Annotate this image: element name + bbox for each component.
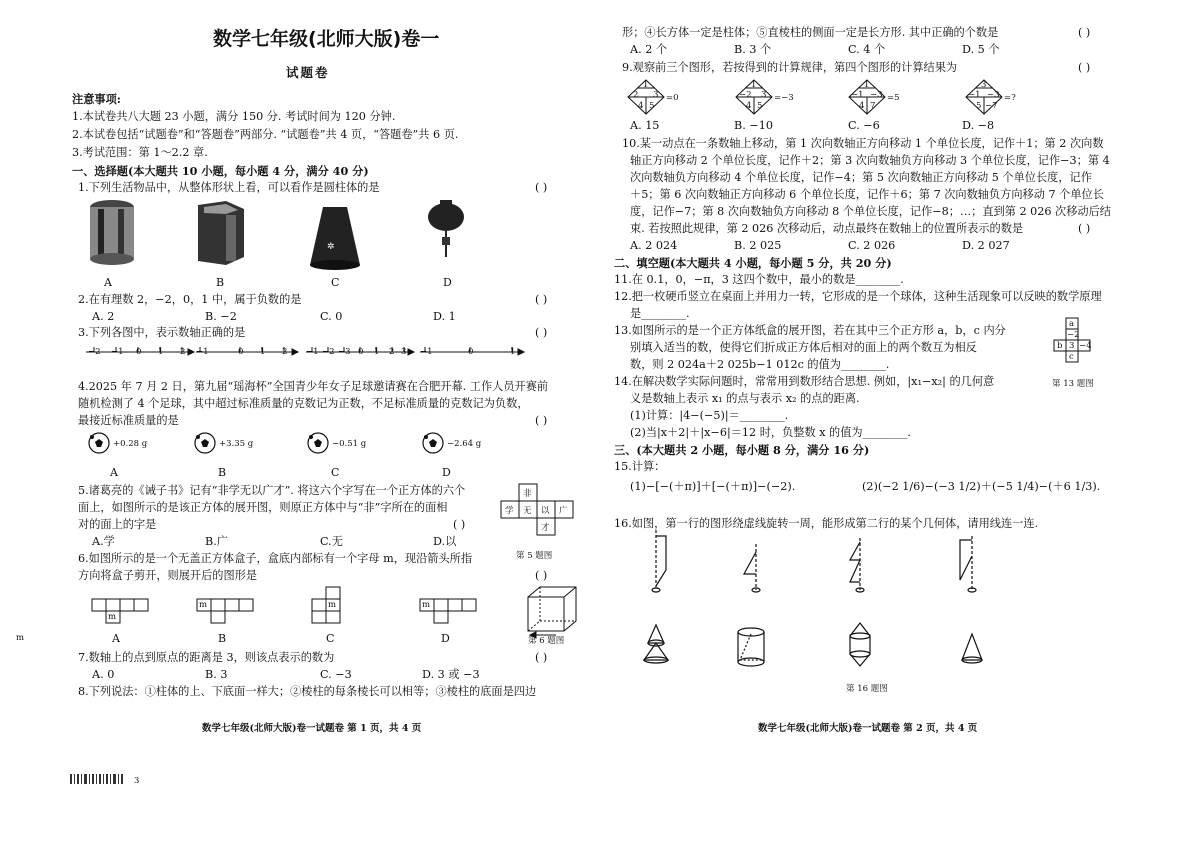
q9-cell: −3 xyxy=(987,90,1000,100)
q6-label-a: A xyxy=(112,632,120,645)
q9-cell: 3 xyxy=(761,90,767,100)
svg-text:✲: ✲ xyxy=(327,242,335,252)
question-15-part-1: (1)−[−(＋π)]＋[−(＋π)]−(−2). xyxy=(630,480,796,493)
question-13-line-1: 13.如图所示的是一个正方体纸盒的展开图，若在其中三个正方形 a，b，c 内分 xyxy=(614,324,1006,337)
answer-paren: ( ) xyxy=(535,569,548,582)
section-3-heading: 三、(本大题共 2 小题，每小题 8 分，满分 16 分) xyxy=(614,443,870,457)
q6-net-letter: m xyxy=(199,600,208,610)
q3-tick-label: 0 xyxy=(136,347,142,357)
q3-tick-label: 1 xyxy=(158,347,164,357)
q2-option-d: D. 1 xyxy=(433,310,456,323)
question-13-line-2: 别填入适当的数，使得它们折成正方体后相对的面上的两个数互为相反 xyxy=(630,341,977,354)
q8-option-b: B. 3 个 xyxy=(734,43,772,56)
q10-option-c: C. 2 026 xyxy=(848,239,896,252)
question-4-line-1: 4.2025 年 7 月 2 日，第九届“瑶海杯”全国青少年女子足球邀请赛在合肥开幕. 工作人员开赛前 xyxy=(78,380,549,393)
question-10-line-4: ＋5；第 6 次向数轴正方向移动 6 个单位长度，记作＋6；第 7 次向数轴负方向移动 7 个单位长 xyxy=(630,188,1104,201)
question-13-line-3: 数，则 2 024a＋2 025b−1 012c 的值为________. xyxy=(630,358,890,371)
answer-paren: ( ) xyxy=(1078,26,1091,39)
q9-result: =0 xyxy=(666,93,679,103)
barcode-icon xyxy=(70,774,130,786)
q7-option-d: D. 3 或 −3 xyxy=(422,668,480,681)
q5-option-a: A.学 xyxy=(92,535,115,548)
q9-cell: 1 xyxy=(864,80,870,90)
q9-result: =−3 xyxy=(774,93,794,103)
q4-value-b: +3.35 g xyxy=(219,439,254,449)
q9-result: =? xyxy=(1004,93,1016,103)
q9-option-d: D. −8 xyxy=(962,119,995,132)
margin-mark: 3 xyxy=(134,776,140,786)
q9-cell: −7 xyxy=(985,101,998,111)
q3-tick-label: 1 xyxy=(374,347,380,357)
question-6-line-1: 6.如图所示的是一个无盖正方体盒子，盒底内部标有一个字母 m，现沿箭头所指 xyxy=(78,552,473,565)
q3-tick-label: 3 xyxy=(401,347,407,357)
q1-option-b-image xyxy=(198,201,244,265)
q9-cell: −1 xyxy=(968,90,981,100)
question-10-line-6: 束. 若按照此规律，第 2 026 次移动后，动点最终在数轴上的位置所表示的数是 xyxy=(630,222,1024,235)
q13-figure-caption: 第 13 题图 xyxy=(1052,379,1094,389)
q9-cell: 3 xyxy=(981,80,987,90)
question-1: 1.下列生活物品中，从整体形状上看，可以看作是圆柱体的是 xyxy=(78,181,380,194)
question-14-line-3: (1)计算：|4−(−5)|＝________. xyxy=(630,409,789,422)
q7-option-b: B. 3 xyxy=(205,668,228,681)
question-2: 2.在有理数 2，−2，0，1 中，属于负数的是 xyxy=(78,293,302,306)
question-10-line-2: 轴正方向移动 2 个单位长度，记作＋2；第 3 次向数轴负方向移动 3 个单位长度，记作−3；第 4 xyxy=(630,154,1110,167)
page-footer: 数学七年级(北师大版)卷一试题卷 第 2 页，共 4 页 xyxy=(758,723,978,734)
question-7: 7.数轴上的点到原点的距离是 3，则该点表示的数为 xyxy=(78,651,335,664)
q3-tick-label: 1 xyxy=(260,347,266,357)
q6-figure-caption: 第 6 题图 xyxy=(528,636,565,646)
q9-cell: 2 xyxy=(633,90,639,100)
answer-paren: ( ) xyxy=(535,181,548,194)
q13-net-cell: −2 xyxy=(1067,330,1080,340)
question-14-line-1: 14.在解决数学实际问题时，常常用到数形结合思想. 例如，|x₁−x₂| 的几何意 xyxy=(614,375,995,388)
answer-paren: ( ) xyxy=(535,293,548,306)
q6-label-c: C xyxy=(326,632,335,645)
answer-paren: ( ) xyxy=(535,326,548,339)
notice-3: 3.考试范围：第 1～2.2 章. xyxy=(72,146,208,159)
q9-cell: 5 xyxy=(649,101,655,111)
question-10-line-5: 度，记作−7；第 8 次向数轴负方向移动 8 个单位长度，记作−8；…；直到第 2 026 次移动后结 xyxy=(630,205,1111,218)
q4-label-c: C xyxy=(331,466,340,479)
answer-paren: ( ) xyxy=(1078,222,1091,235)
q13-net-cell: c xyxy=(1069,352,1074,362)
q1-option-a-image xyxy=(90,200,134,265)
question-6-line-2: 方向将盒子剪开，则展开后的图形是 xyxy=(78,569,258,582)
question-8-continued: 形；④长方体一定是柱体；⑤直棱柱的侧面一定是长方形. 其中正确的个数是 xyxy=(622,26,999,39)
page-footer: 数学七年级(北师大版)卷一试题卷 第 1 页，共 4 页 xyxy=(202,723,422,734)
q10-option-a: A. 2 024 xyxy=(630,239,678,252)
q9-cell: 4 xyxy=(746,101,752,111)
question-8: 8.下列说法：①柱体的上、下底面一样大；②棱柱的每条棱长可以相等；③棱柱的底面是四边 xyxy=(78,685,537,698)
question-14-line-4: (2)当|x＋2|＋|x−6|＝12 时，负整数 x 的值为________. xyxy=(630,426,911,439)
q3-tick-label: 2 xyxy=(180,347,186,357)
q6-open-box xyxy=(526,585,586,637)
q6-net-letter: m xyxy=(328,600,337,610)
page-title: 数学七年级(北师大版)卷一 xyxy=(213,28,440,50)
q9-cell: 5 xyxy=(757,101,763,111)
q1-label-a: A xyxy=(104,276,112,289)
answer-paren: ( ) xyxy=(453,518,466,531)
notice-1: 1.本试卷共八大题 23 小题，满分 150 分. 考试时间为 120 分钟. xyxy=(72,110,396,123)
q13-net-cell: b xyxy=(1057,341,1063,351)
q3-tick-label: −2 xyxy=(322,347,335,357)
question-5-line-1: 5.诸葛亮的《诫子书》记有“非学无以广才”. 将这六个字写在一个正方体的六个 xyxy=(78,484,466,497)
question-5-line-3: 对的面上的字是 xyxy=(78,518,157,531)
q1-label-b: B xyxy=(216,276,225,289)
question-3: 3.下列各图中，表示数轴正确的是 xyxy=(78,326,246,339)
q1-option-c-image xyxy=(310,207,360,270)
q9-cell: 1 xyxy=(751,80,757,90)
q9-cell: 7 xyxy=(870,101,876,111)
q5-net-cell: 非 xyxy=(523,489,532,499)
q3-tick-label: 2 xyxy=(389,347,395,357)
answer-paren: ( ) xyxy=(535,414,548,427)
question-16: 16.如图，第一行的图形绕虚线旋转一周，能形成第二行的某个几何体，请用线连一连. xyxy=(614,517,1039,530)
q16-figures xyxy=(620,530,1040,670)
q3-tick-label: −1 xyxy=(306,347,319,357)
q6-net-letter: m xyxy=(108,612,117,622)
answer-paren: ( ) xyxy=(1078,61,1091,74)
q1-label-d: D xyxy=(443,276,452,289)
q1-pictures xyxy=(0,195,600,285)
q3-tick-label: −1 xyxy=(196,347,209,357)
answer-paren: ( ) xyxy=(535,651,548,664)
q8-option-a: A. 2 个 xyxy=(630,43,668,56)
q4-soccer-balls xyxy=(0,430,600,460)
q7-option-c: C. −3 xyxy=(320,668,352,681)
q3-tick-label: −3 xyxy=(338,347,351,357)
q9-option-c: C. −6 xyxy=(848,119,880,132)
q3-tick-label: −2 xyxy=(88,347,101,357)
q5-net-cell: 才 xyxy=(541,523,550,533)
q9-cell: 5 xyxy=(976,101,982,111)
q6-net-options xyxy=(0,595,600,635)
q2-option-b: B. −2 xyxy=(205,310,237,323)
q3-tick-label: 0 xyxy=(238,347,244,357)
q5-net-cell: 学 xyxy=(505,506,514,516)
q5-option-d: D.以 xyxy=(433,535,457,548)
question-15: 15.计算： xyxy=(614,460,666,473)
q1-label-c: C xyxy=(331,276,340,289)
q2-option-c: C. 0 xyxy=(320,310,343,323)
q3-tick-label: −1 xyxy=(111,347,124,357)
q9-cell: 3 xyxy=(653,90,659,100)
question-4-line-3: 最接近标准质量的是 xyxy=(78,414,179,427)
q3-tick-label: 0 xyxy=(468,347,474,357)
notice-2: 2.本试卷包括“试题卷”和“答题卷”两部分. “试题卷”共 4 页，“答题卷”共 6 页. xyxy=(72,128,459,141)
q2-option-a: A. 2 xyxy=(92,310,115,323)
section-2-heading: 二、填空题(本大题共 4 小题，每小题 5 分，共 20 分) xyxy=(614,256,892,270)
section-1-heading: 一、选择题(本大题共 10 小题，每小题 4 分，满分 40 分) xyxy=(72,164,369,178)
question-10-line-1: 10.某一动点在一条数轴上移动，第 1 次向数轴正方向移动 1 个单位长度，记作＋1；第 2 次向数 xyxy=(622,137,1104,150)
q4-value-d: −2.64 g xyxy=(447,439,482,449)
q3-tick-label: −1 xyxy=(420,347,433,357)
q7-option-a: A. 0 xyxy=(92,668,115,681)
q4-value-a: +0.28 g xyxy=(113,439,148,449)
q9-cell: −3 xyxy=(870,90,883,100)
q6-net-letter: m xyxy=(422,600,431,610)
q5-option-b: B.广 xyxy=(205,535,228,548)
question-12-line-2: 是________. xyxy=(630,307,690,320)
q6-label-b: B xyxy=(218,632,227,645)
q4-label-d: D xyxy=(442,466,451,479)
question-12-line-1: 12.把一枚硬币竖立在桌面上并用力一转，它形成的是一个球体，这种生活现象可以反映的数学原理 xyxy=(614,290,1102,303)
question-15-part-2: (2)(−2 1/6)−(−3 1/2)＋(−5 1/4)−(＋6 1/3). xyxy=(862,480,1101,493)
q9-cell: −2 xyxy=(739,90,752,100)
q10-option-b: B. 2 025 xyxy=(734,239,782,252)
q9-option-b: B. −10 xyxy=(734,119,773,132)
q5-net-cell: 以 xyxy=(541,506,550,516)
q6-box-letter: m xyxy=(16,633,25,643)
question-10-line-3: 次向数轴负方向移动 4 个单位长度，记作−4；第 5 次向数轴正方向移动 5 个单位长度，记作 xyxy=(630,171,1092,184)
q8-option-c: C. 4 个 xyxy=(848,43,886,56)
q13-net-cell: −4 xyxy=(1079,341,1092,351)
q6-label-d: D xyxy=(441,632,450,645)
q3-tick-label: 1 xyxy=(510,347,516,357)
q9-cell: 4 xyxy=(859,101,865,111)
q9-option-a: A. 15 xyxy=(630,119,660,132)
q5-option-c: C.无 xyxy=(320,535,343,548)
q8-option-d: D. 5 个 xyxy=(962,43,1000,56)
q9-cell: −1 xyxy=(851,90,864,100)
q4-label-a: A xyxy=(110,466,118,479)
question-14-line-2: 义是数轴上表示 x₁ 的点与表示 x₂ 的点的距离. xyxy=(630,392,860,405)
q3-tick-label: 2 xyxy=(282,347,288,357)
page-2 xyxy=(600,0,1200,847)
q9-cell: 1 xyxy=(643,80,649,90)
q5-figure-caption: 第 5 题图 xyxy=(516,551,553,561)
q9-cell: 4 xyxy=(638,101,644,111)
q13-net-cell: 3 xyxy=(1069,341,1075,351)
question-11: 11.在 0.1，0，−π，3 这四个数中，最小的数是________. xyxy=(614,273,904,286)
q5-net-cell: 广 xyxy=(559,506,568,516)
q4-value-c: −0.51 g xyxy=(332,439,367,449)
notice-heading: 注意事项: xyxy=(72,92,121,106)
q9-result: =5 xyxy=(887,93,900,103)
q13-net-cell: a xyxy=(1069,319,1075,329)
question-5-line-2: 面上，如图所示的是该正方体的展开图，则原正方体中与“非”字所在的面相 xyxy=(78,501,448,514)
q1-option-d-image xyxy=(428,200,464,257)
q16-figure-caption: 第 16 题图 xyxy=(846,684,888,694)
question-9: 9.观察前三个图形，若按得到的计算规律，第四个图形的计算结果为 xyxy=(622,61,958,74)
q3-tick-label: 0 xyxy=(358,347,364,357)
q9-diamond-figures xyxy=(600,78,1200,118)
q5-net-cell: 无 xyxy=(523,506,532,516)
question-4-line-2: 随机检测了 4 个足球，其中超过标准质量的克数记为正数，不足标准质量的克数记为负数， xyxy=(78,397,529,410)
q4-label-b: B xyxy=(218,466,227,479)
page-subtitle: 试题卷 xyxy=(286,65,330,80)
q10-option-d: D. 2 027 xyxy=(962,239,1010,252)
